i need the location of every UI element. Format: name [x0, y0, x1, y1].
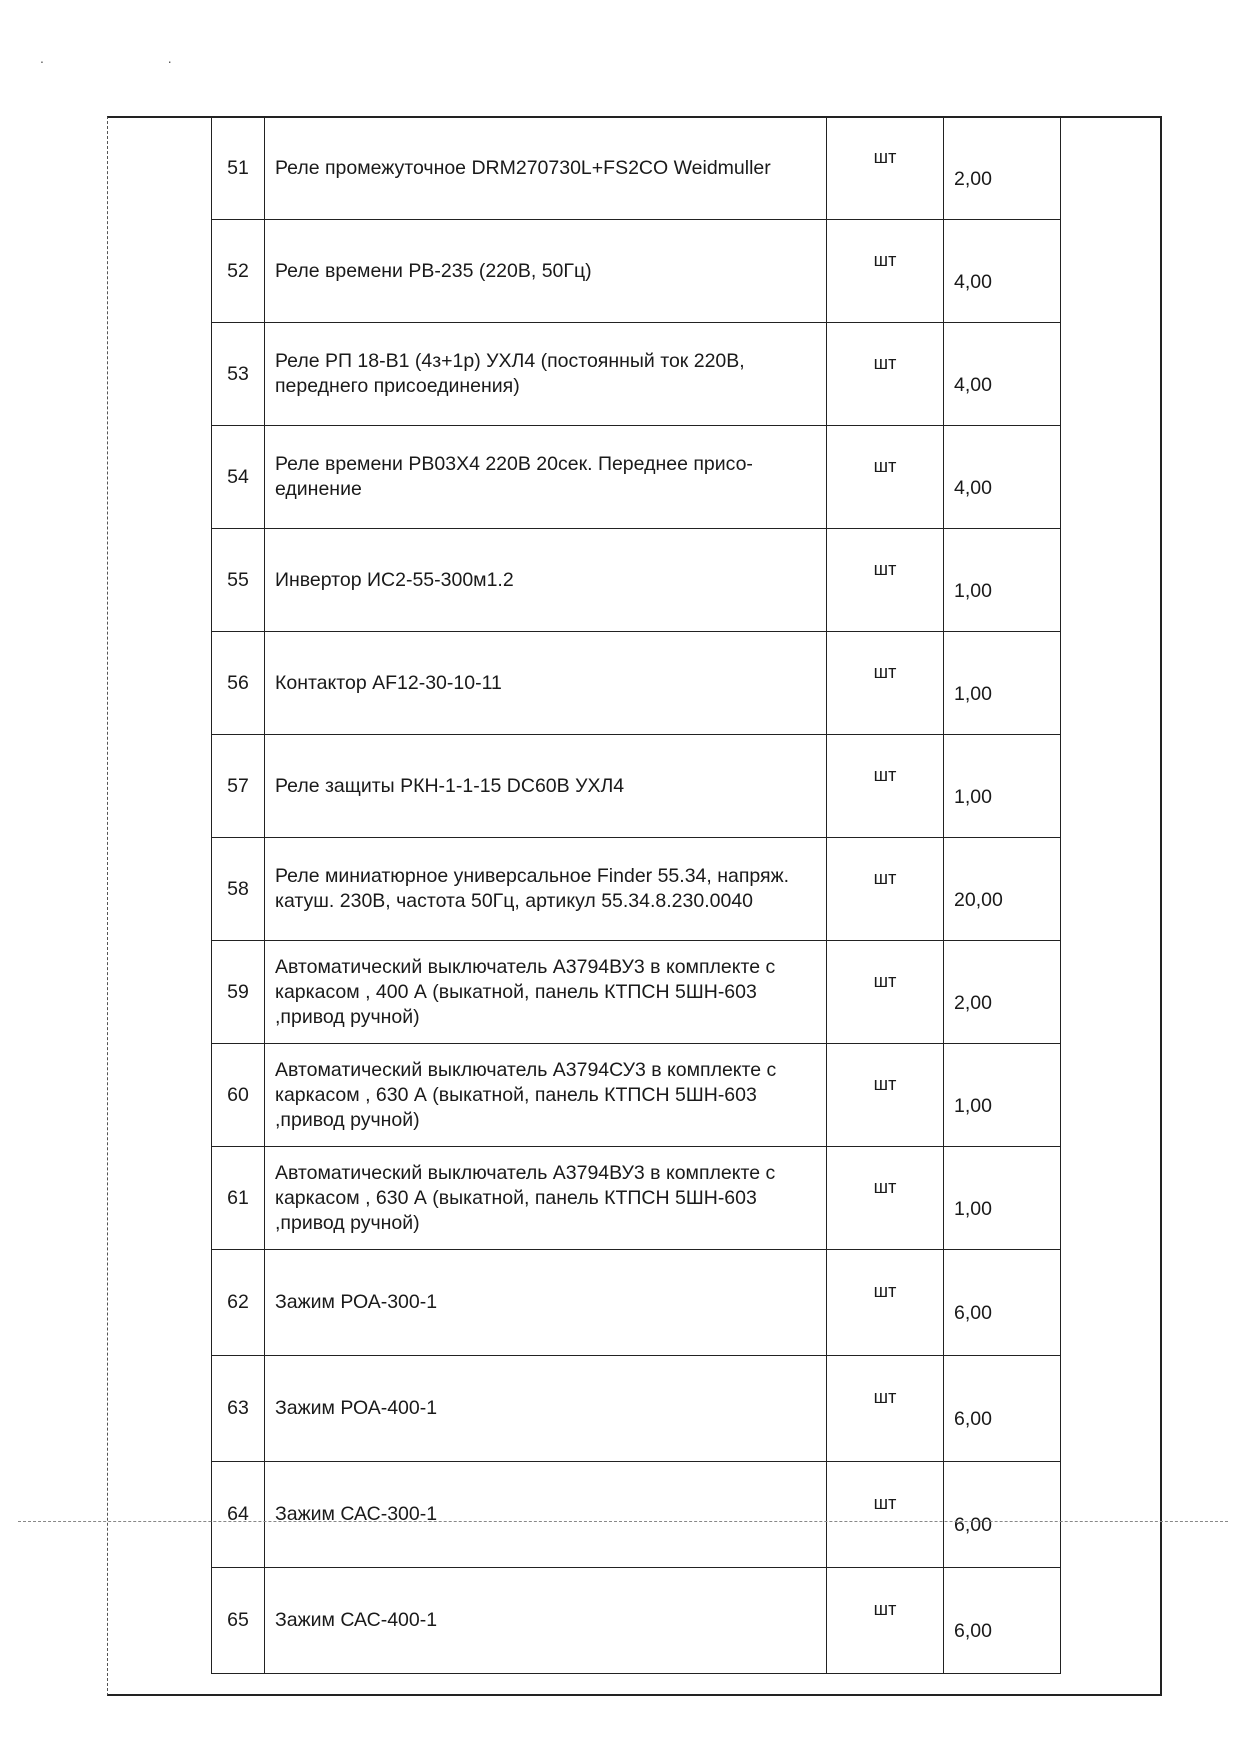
item-quantity: 1,00	[944, 1147, 1061, 1250]
table-row	[212, 1250, 1061, 1356]
item-name: Реле промежуточное DRM270730L+FS2CO Weidmuller	[265, 117, 827, 220]
row-number: 56	[212, 632, 265, 735]
item-quantity: 1,00	[944, 1044, 1061, 1147]
item-unit: шт	[827, 529, 944, 632]
row-number: 57	[212, 735, 265, 838]
row-number: 63	[212, 1356, 265, 1462]
item-quantity: 1,00	[944, 632, 1061, 735]
item-name: Зажим САС-400-1	[265, 1568, 827, 1674]
item-quantity: 6,00	[944, 1356, 1061, 1462]
item-name: Зажим РОА-400-1	[265, 1356, 827, 1462]
row-number: 61	[212, 1147, 265, 1250]
scan-artifact-dots: . .	[40, 50, 232, 66]
item-quantity: 4,00	[944, 323, 1061, 426]
item-unit: шт	[827, 1568, 944, 1674]
item-unit: шт	[827, 632, 944, 735]
table-row	[212, 735, 1061, 838]
item-name: Автоматический выключатель А3794ВУ3 в комплекте с каркасом , 630 А (выкатной, панель КТПСН 5ШН-603 ,привод ручной)	[265, 1147, 827, 1250]
item-unit: шт	[827, 1147, 944, 1250]
right-notes-column	[1061, 116, 1162, 1696]
item-name: Реле РП 18-В1 (4з+1р) УХЛ4 (постоянный ток 220В, переднего присоединения)	[265, 323, 827, 426]
row-number: 53	[212, 323, 265, 426]
item-quantity: 6,00	[944, 1568, 1061, 1674]
row-number: 54	[212, 426, 265, 529]
item-name: Зажим САС-300-1	[265, 1462, 827, 1568]
table-row	[212, 529, 1061, 632]
item-quantity: 2,00	[944, 117, 1061, 220]
row-number: 58	[212, 838, 265, 941]
item-name: Реле времени РВ-235 (220В, 50Гц)	[265, 220, 827, 323]
item-unit: шт	[827, 941, 944, 1044]
item-quantity: 4,00	[944, 426, 1061, 529]
item-unit: шт	[827, 1250, 944, 1356]
item-name: Автоматический выключатель А3794СУ3 в комплекте с каркасом , 630 А (выкатной, панель КТПСН 5ШН-603 ,привод ручной)	[265, 1044, 827, 1147]
items-table	[211, 116, 1061, 1674]
table-row	[212, 323, 1061, 426]
item-quantity: 4,00	[944, 220, 1061, 323]
row-number: 55	[212, 529, 265, 632]
item-unit: шт	[827, 323, 944, 426]
row-number: 62	[212, 1250, 265, 1356]
item-unit: шт	[827, 1356, 944, 1462]
item-unit: шт	[827, 117, 944, 220]
table-row	[212, 1356, 1061, 1462]
item-quantity: 6,00	[944, 1250, 1061, 1356]
item-name: Инвертор ИС2-55-300м1.2	[265, 529, 827, 632]
table-row	[212, 117, 1061, 220]
item-name: Контактор AF12-30-10-11	[265, 632, 827, 735]
item-unit: шт	[827, 735, 944, 838]
table-row	[212, 1147, 1061, 1250]
item-name: Реле времени РВ03Х4 220В 20сек. Переднее присо-единение	[265, 426, 827, 529]
item-unit: шт	[827, 838, 944, 941]
item-quantity: 1,00	[944, 735, 1061, 838]
item-unit: шт	[827, 220, 944, 323]
table-row	[212, 1044, 1061, 1147]
item-name: Зажим РОА-300-1	[265, 1250, 827, 1356]
item-unit: шт	[827, 1462, 944, 1568]
item-unit: шт	[827, 426, 944, 529]
row-number: 51	[212, 117, 265, 220]
table-row	[212, 1568, 1061, 1674]
table-row	[212, 838, 1061, 941]
row-number: 52	[212, 220, 265, 323]
item-quantity: 6,00	[944, 1462, 1061, 1568]
left-margin-column	[107, 116, 212, 1696]
item-unit: шт	[827, 1044, 944, 1147]
row-number: 60	[212, 1044, 265, 1147]
item-name: Автоматический выключатель А3794ВУ3 в комплекте с каркасом , 400 А (выкатной, панель КТПСН 5ШН-603 ,привод ручной)	[265, 941, 827, 1044]
item-name: Реле миниатюрное универсальное Finder 55.34, напряж. катуш. 230В, частота 50Гц, артикул 55.34.8.230.0040	[265, 838, 827, 941]
table-row	[212, 1462, 1061, 1568]
item-quantity: 2,00	[944, 941, 1061, 1044]
scan-artifact-line	[18, 1521, 1228, 1522]
table-row	[212, 941, 1061, 1044]
row-number: 65	[212, 1568, 265, 1674]
item-quantity: 20,00	[944, 838, 1061, 941]
item-name: Реле защиты РКН-1-1-15 DC60В УХЛ4	[265, 735, 827, 838]
row-number: 64	[212, 1462, 265, 1568]
item-quantity: 1,00	[944, 529, 1061, 632]
table-row	[212, 632, 1061, 735]
table-row	[212, 220, 1061, 323]
table-row	[212, 426, 1061, 529]
row-number: 59	[212, 941, 265, 1044]
